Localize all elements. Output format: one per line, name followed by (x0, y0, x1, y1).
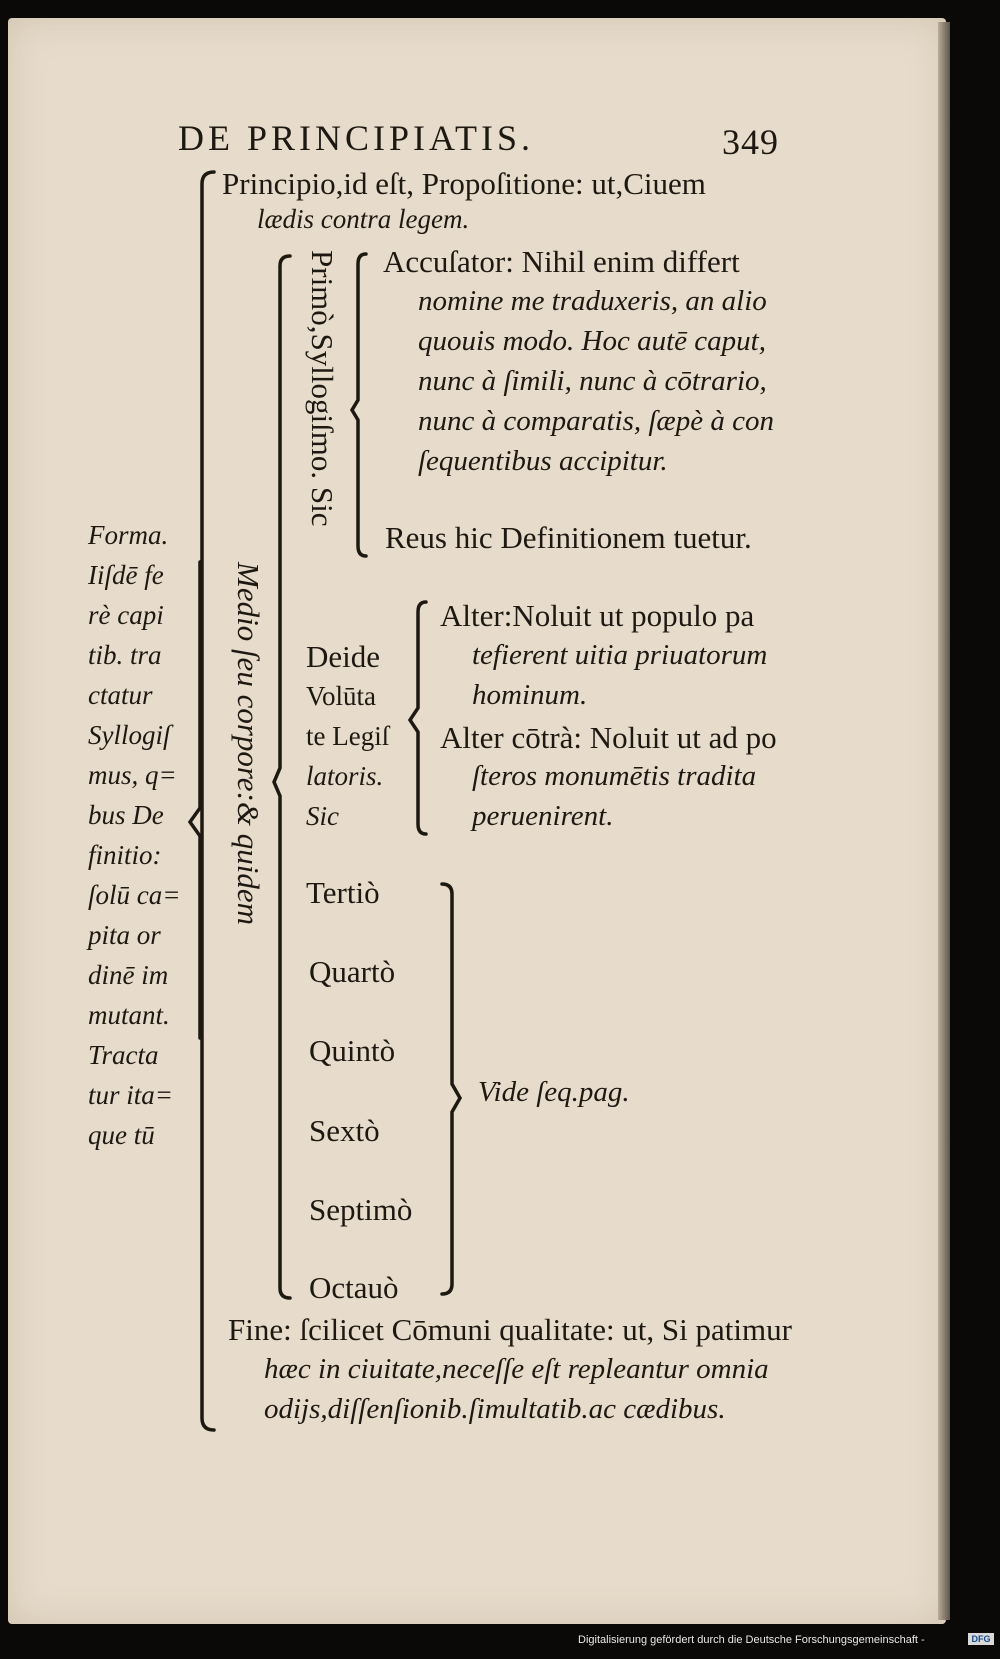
forma-note-line: ctatur (88, 680, 153, 710)
principio-line-1: Principio,id eſt, Propoſitione: ut,Ciuem (222, 166, 706, 201)
forma-note-line: Tracta (88, 1040, 159, 1070)
forma-note-line: pita or (88, 920, 161, 950)
forma-note-line: tur ita= (88, 1080, 173, 1110)
deinde-line-4: latoris. (306, 761, 384, 791)
forma-brace (186, 560, 206, 1040)
accusator-line-3: quouis modo. Hoc autē caput, (418, 325, 766, 357)
forma-note-line: Forma. (88, 520, 169, 550)
forma-note-line: rè capi (88, 600, 164, 630)
accusator-line-1 (383, 246, 740, 277)
alter2-line-1: Alter cōtrà: Noluit ut ad po (440, 720, 777, 755)
deinde-line-5: Sic (306, 801, 339, 831)
deinde-line-2: Volūta (306, 681, 377, 711)
page-edge (938, 22, 950, 1620)
accusator-line-4: nunc à ſimili, nunc à cōtrario, (418, 365, 767, 397)
ordinals-brace (440, 880, 470, 1300)
alter1-line-2: tefierent uitia priuatorum (472, 639, 768, 671)
alter2-line-2: ſteros monumētis tradita (472, 760, 757, 792)
ordinal-tertio: Tertiò (306, 875, 380, 910)
alter-brace (406, 598, 432, 840)
fine-line-2: hæc in ciuitate,neceſſe eſt repleantur omnia (264, 1353, 769, 1385)
forma-note-line: finitio: (88, 840, 162, 870)
primo-vertical-label: Primò,Syllogiſmo. Sic (305, 250, 340, 527)
forma-note-line: ſolū ca= (88, 880, 181, 910)
forma-note-line: mutant. (88, 1000, 170, 1030)
ordinal-quarto: Quartò (309, 954, 396, 989)
fine-line-3: odijs,diſſenſionib.ſimultatib.ac cædibus. (264, 1393, 726, 1425)
reus-line: Reus hic Definitionem tuetur. (385, 520, 752, 555)
principio-line-2: lædis contra legem. (257, 204, 470, 234)
fine-line-1: Fine: ſcilicet Cōmuni qualitate: ut, Si patimur (228, 1312, 792, 1347)
alter1-line-3: hominum. (472, 679, 588, 711)
dfg-logo: DFG (968, 1633, 994, 1645)
forma-note-line: Syllogiſ (88, 720, 171, 750)
alter2-line-3: peruenirent. (472, 800, 614, 832)
forma-note-line: Iiſdē fe (88, 560, 164, 590)
digitization-credit: Digitalisierung gefördert durch die Deutsche Forschungsgemeinschaft - (578, 1634, 925, 1646)
medio-vertical-label: Medio ſeu corpore:& quidem (231, 562, 266, 926)
page-number: 349 (722, 122, 779, 162)
forma-note-line: bus De (88, 800, 164, 830)
forma-note-line: dinē im (88, 960, 169, 990)
ordinal-octauo: Octauò (309, 1270, 399, 1305)
accusator-text-1: Accuſator: Nihil enim differt (383, 244, 740, 279)
forma-note-line: mus, q= (88, 760, 177, 790)
running-title: DE PRINCIPIATIS. (178, 118, 535, 158)
deinde-line-3: te Legiſ (306, 721, 390, 751)
accusator-line-6: ſequentibus accipitur. (418, 445, 668, 477)
deinde-line-1: Deide (306, 639, 381, 674)
accusator-line-2: nomine me traduxeris, an alio (418, 285, 767, 317)
ordinal-quinto: Quintò (309, 1033, 396, 1068)
forma-note-line: tib. tra (88, 640, 162, 670)
medio-brace (272, 252, 294, 1302)
primo-brace (350, 250, 372, 560)
ordinal-septimo: Septimò (309, 1192, 413, 1227)
ordinal-sexto: Sextò (309, 1113, 380, 1148)
vide-note: Vide ſeq.pag. (478, 1076, 630, 1108)
forma-note-line: que tū (88, 1120, 155, 1150)
accusator-line-5: nunc à comparatis, ſæpè à con (418, 405, 775, 437)
alter1-line-1: Alter:Noluit ut populo pa (440, 598, 755, 633)
